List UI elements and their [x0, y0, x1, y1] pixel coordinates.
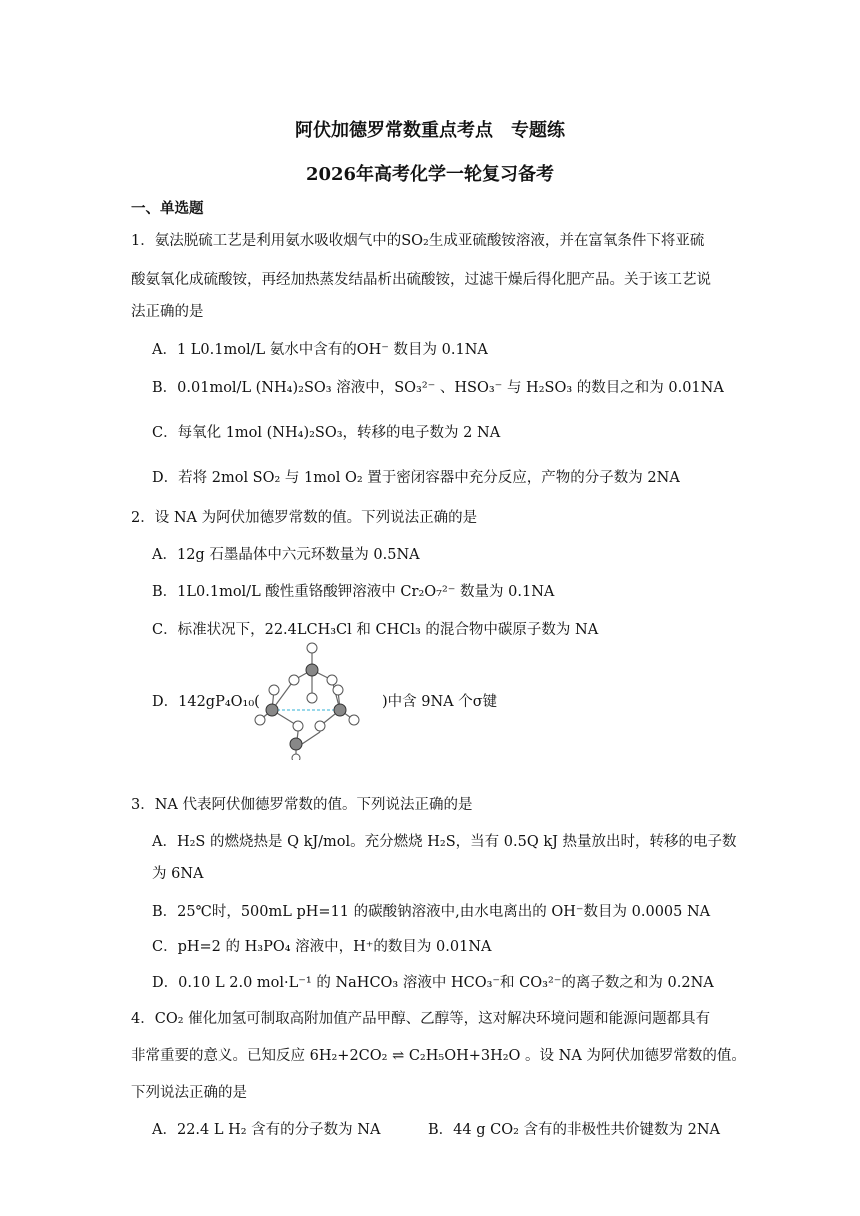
q1-stem-line3: 法正确的是	[131, 304, 204, 320]
q3-option-c: C．pH=2 的 H₃PO₄ 溶液中，H⁺的数目为 0.01NA	[152, 939, 492, 955]
q2-option-c: C．标准状况下，22.4LCH₃Cl 和 CHCl₃ 的混合物中碳原子数为 NA	[152, 622, 599, 638]
q2-option-d-prefix: D．142gP₄O₁₀(	[152, 694, 260, 710]
q3-stem: 3．NA 代表阿伏伽德罗常数的值。下列说法正确的是	[131, 797, 473, 813]
q3-option-b: B．25℃时，500mL pH=11 的碳酸钠溶液中,由水电离出的 OH⁻数目为 0.0005 NA	[152, 904, 711, 920]
q3-option-d: D．0.10 L 2.0 mol·L⁻¹ 的 NaHCO₃ 溶液中 HCO₃⁻和 CO₃²⁻的离子数之和为 0.2NA	[152, 975, 714, 991]
q4-stem-line1: 4．CO₂ 催化加氢可制取高附加值产品甲醇、乙醇等，这对解决环境问题和能源问题都具有	[131, 1011, 711, 1027]
q1-stem-line1: 1．氨法脱硫工艺是利用氨水吸收烟气中的SO₂生成亚硫酸铵溶液，并在富氧条件下将亚硫	[131, 233, 705, 249]
q1-option-d: D．若将 2mol SO₂ 与 1mol O₂ 置于密闭容器中充分反应，产物的分子数为 2NA	[152, 470, 680, 486]
q1-option-c: C．每氧化 1mol (NH₄)₂SO₃，转移的电子数为 2 NA	[152, 425, 501, 441]
q1-option-b: B．0.01mol/L (NH₄)₂SO₃ 溶液中，SO₃²⁻ 、HSO₃⁻ 与 H₂SO₃ 的数目之和为 0.01NA	[152, 380, 724, 396]
q4-option-b: B．44 g CO₂ 含有的非极性共价键数为 2NA	[428, 1122, 721, 1138]
q2-option-a: A．12g 石墨晶体中六元环数量为 0.5NA	[152, 547, 420, 563]
q3-option-a-line1: A．H₂S 的燃烧热是 Q kJ/mol。充分燃烧 H₂S，当有 0.5Q kJ 热量放出时，转移的电子数	[152, 834, 737, 850]
q4-option-a: A．22.4 L H₂ 含有的分子数为 NA	[152, 1122, 381, 1138]
q2-stem: 2．设 NA 为阿伏加德罗常数的值。下列说法正确的是	[131, 510, 478, 526]
q4-stem-line3: 下列说法正确的是	[131, 1085, 247, 1101]
document-subtitle: 2026年高考化学一轮复习备考	[305, 164, 555, 185]
document-title: 阿伏加德罗常数重点考点 专题练	[295, 120, 565, 141]
q1-option-a: A．1 L0.1mol/L 氨水中含有的OH⁻ 数目为 0.1NA	[152, 342, 488, 358]
q2-option-d-suffix: )中含 9NA 个σ键	[382, 694, 498, 710]
q1-stem-line2: 酸氨氧化成硫酸铵，再经加热蒸发结晶析出硫酸铵，过滤干燥后得化肥产品。关于该工艺说	[131, 272, 711, 288]
section-heading: 一、单选题	[131, 200, 204, 217]
q2-option-b: B．1L0.1mol/L 酸性重铬酸钾溶液中 Cr₂O₇²⁻ 数量为 0.1NA	[152, 584, 555, 600]
p4o10-molecule-diagram	[254, 640, 374, 760]
q4-stem-line2: 非常重要的意义。已知反应 6H₂+2CO₂ ⇌ C₂H₅OH+3H₂O 。设 NA 为阿伏加德罗常数的值。	[131, 1048, 746, 1064]
q3-option-a-line2: 为 6NA	[152, 866, 204, 882]
